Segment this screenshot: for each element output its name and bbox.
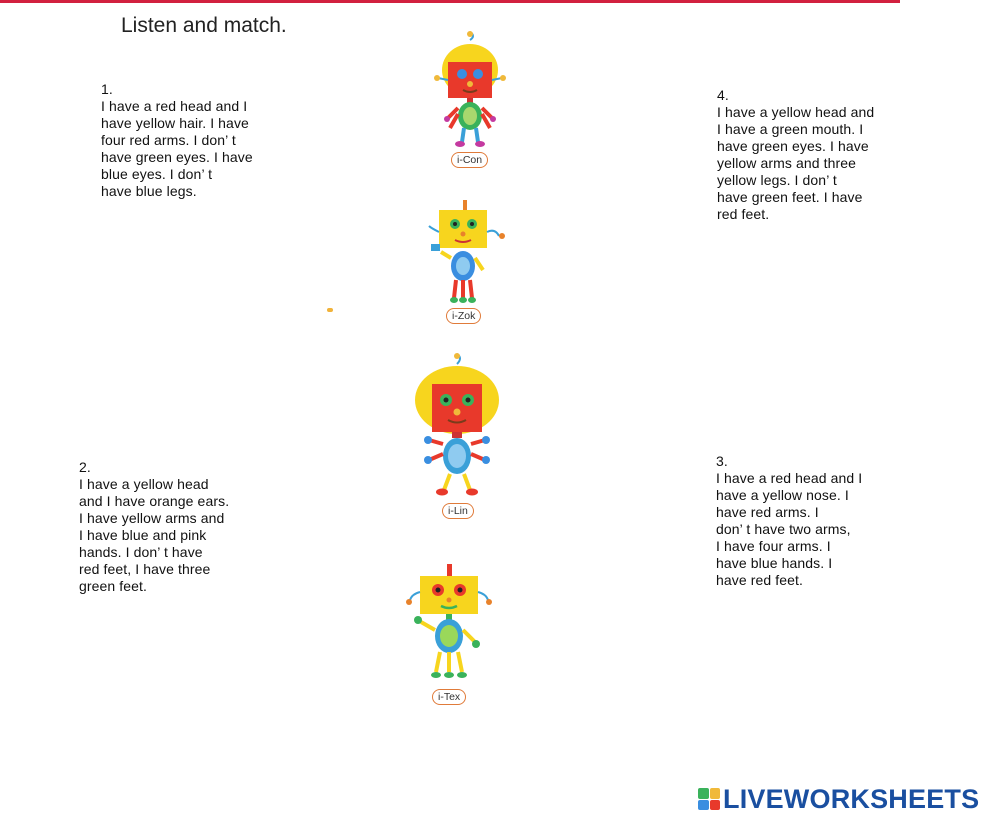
decorative-dot [327, 308, 333, 312]
description-2: 2. I have a yellow head and I have orange ears. I have yellow arms and I have blue and pink hands. I don’ t have red feet, I have three green feet. [79, 459, 230, 594]
robot-i-tex-image [406, 562, 496, 686]
robot-label-i-zok: i-Zok [446, 308, 481, 324]
robot-label-i-lin: i-Lin [442, 503, 474, 519]
liveworksheets-logo-icon [698, 788, 720, 810]
robot-i-zok-image [425, 198, 510, 306]
robot-label-i-con: i-Con [451, 152, 488, 168]
liveworksheets-brand [698, 784, 979, 814]
description-3: 3. I have a red head and I have a yellow nose. I have red arms. I don’ t have two arms, I have four arms. I have blue hands. I have red feet. [716, 453, 863, 588]
description-4: 4. I have a yellow head and I have a green mouth. I have green eyes. I have yellow arms and three yellow legs. I don’ t have green feet. I have red feet. [717, 87, 875, 222]
robot-i-lin-image [412, 352, 502, 500]
robot-i-con-image [430, 30, 510, 150]
page-title: Listen and match. [121, 14, 287, 37]
top-accent-bar [0, 0, 900, 3]
brand-text: LIVEWORKSHEETS [723, 783, 980, 814]
description-1: 1. I have a red head and I have yellow hair. I have four red arms. I don’ t have green eyes. I have blue eyes. I don’ t have blue legs. [101, 81, 253, 199]
robot-label-i-tex: i-Tex [432, 689, 466, 705]
